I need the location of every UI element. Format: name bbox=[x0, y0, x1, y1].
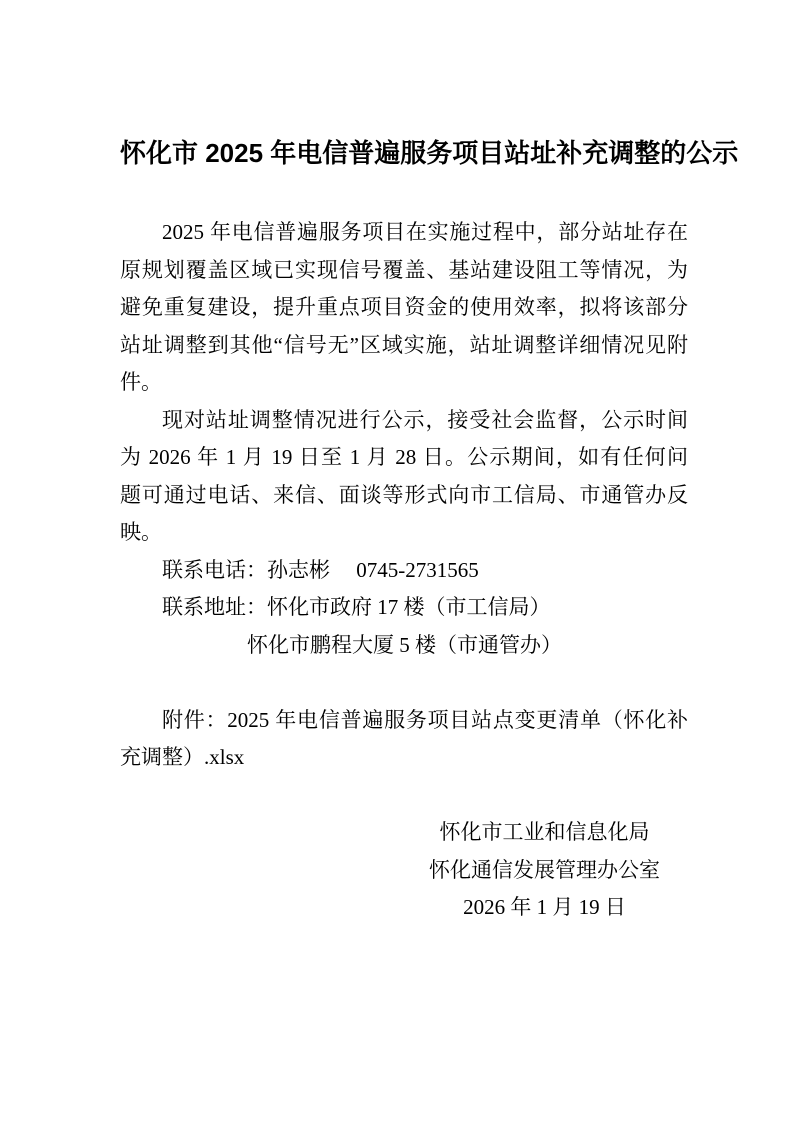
paragraph1-line: 件。 bbox=[120, 370, 162, 394]
attachment-line: 附件：2025 年电信普遍服务项目站点变更清单（怀化补 bbox=[162, 707, 688, 732]
paragraph2-line: 映。 bbox=[120, 520, 162, 544]
contact-info bbox=[120, 552, 688, 665]
paragraph-project-adjustment bbox=[120, 214, 688, 402]
contact-address-line-1: 联系地址：怀化市政府 17 楼（市工信局） bbox=[162, 595, 551, 619]
signature-block bbox=[429, 814, 660, 927]
paragraph1-line: 原规划覆盖区域已实现信号覆盖、基站建设阻工等情况，为 bbox=[120, 257, 688, 282]
paragraph1-line: 站址调整到其他“信号无”区域实施，站址调整详细情况见附 bbox=[120, 332, 688, 357]
paragraph1-line: 2025 年电信普遍服务项目在实施过程中，部分站址存在 bbox=[162, 220, 688, 244]
contact-phone-line: 联系电话：孙志彬 0745-2731565 bbox=[162, 557, 479, 582]
signature-org-1: 怀化市工业和信息化局 bbox=[439, 820, 650, 844]
paragraph1-line: 避免重复建设，提升重点项目资金的使用效率，拟将该部分 bbox=[120, 295, 688, 319]
paragraph2-line: 现对站址调整情况进行公示，接受社会监督，公示时间 bbox=[162, 407, 688, 432]
signature-org-2: 怀化通信发展管理办公室 bbox=[429, 857, 660, 882]
paragraph2-line: 为 2026 年 1 月 19 日至 1 月 28 日。公示期间，如有任何问 bbox=[120, 445, 688, 469]
paragraph-public-notice bbox=[120, 402, 688, 552]
blank-line bbox=[120, 664, 688, 702]
contact-address-line-2: 怀化市鹏程大厦 5 楼（市通管办） bbox=[247, 632, 562, 657]
signature-date: 2026 年 1 月 19 日 bbox=[463, 895, 626, 919]
document-title: 怀化市 2025 年电信普遍服务项目站址补充调整的公示 bbox=[120, 138, 739, 168]
attachment-line: 充调整）.xlsx bbox=[120, 745, 245, 769]
document-body bbox=[120, 214, 688, 927]
attachment-reference bbox=[120, 702, 688, 777]
blank-line bbox=[120, 777, 688, 815]
paragraph2-line: 题可通过电话、来信、面谈等形式向市工信局、市通管办反 bbox=[120, 482, 688, 507]
